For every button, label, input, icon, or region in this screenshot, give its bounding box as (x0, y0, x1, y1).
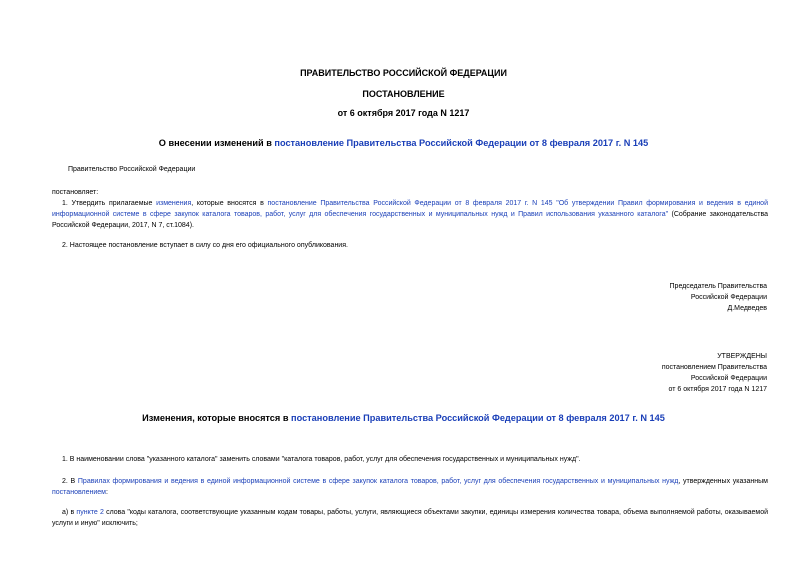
signature-line-1: Председатель Правительства (669, 283, 767, 290)
item1-text1: 1. Утвердить прилагаемые (62, 200, 157, 207)
title-link[interactable]: постановление Правительства Российской Федерации от 8 февраля 2017 г. N 145 (274, 138, 649, 148)
paragraph-item-1 (52, 198, 768, 231)
changes-title (0, 413, 807, 423)
changes-item2-text1: 2. В (62, 478, 78, 485)
changes-item2-text3: : (105, 489, 108, 496)
changes-item2a-text1: а) в (62, 509, 77, 516)
approved-block (467, 351, 767, 395)
changes-title-link[interactable]: постановление Правительства Российской Федерации от 8 февраля 2017 г. N 145 (291, 413, 665, 423)
approved-line-2: постановлением Правительства (661, 364, 767, 371)
changes-item2-link-decree[interactable]: постановлением (52, 489, 106, 496)
changes-item2-text2: , утвержденных указанным (678, 478, 768, 485)
changes-item-2a (52, 507, 768, 529)
signature-line-2: Российской Федерации (690, 294, 767, 301)
doc-type-heading: ПОСТАНОВЛЕНИЕ (362, 89, 445, 99)
org-heading: ПРАВИТЕЛЬСТВО РОССИЙСКОЙ ФЕДЕРАЦИИ (300, 68, 507, 78)
changes-title-prefix: Изменения, которые вносятся в (142, 413, 292, 423)
item1-text3: (Собрание законодательства Российской Федерации, 2017, N 7, ст.1084). (52, 211, 768, 229)
approved-line-4: от 6 октября 2017 года N 1217 (668, 386, 767, 393)
document-title (0, 138, 807, 148)
paragraph-item-2: 2. Настоящее постановление вступает в силу со дня его официального опубликования. (62, 242, 348, 249)
changes-item2a-text2: слова "коды каталога, соответствующие указанным кодам товары, работы, услуги, являющиеся объектами закупки, единицы измерения количества товара, объема выполняемой работы, оказываемой услуги и иную" исключить; (52, 509, 769, 527)
signature-line-3: Д.Медведев (727, 305, 767, 312)
item1-link-changes[interactable]: изменения (156, 200, 192, 207)
item1-link-decree[interactable]: постановление Правительства Российской Федерации от 8 февраля 2017 г. N 145 "Об утверждении Правил формирования и ведения в единой информационной системе в сфере закупок каталога товаров, работ, услуг для обеспечения государственных и муниципальных нужд и Правил использования указанного каталога" (52, 200, 768, 218)
changes-item-2 (52, 476, 768, 498)
title-prefix: О внесении изменений в (158, 138, 275, 148)
changes-item-1: 1. В наименовании слова "указанного каталога" заменить словами "каталога товаров, работ, услуг для обеспечения государственных и муниципальных нужд". (62, 456, 581, 463)
decrees-line: постановляет: (52, 189, 99, 196)
approved-line-1: УТВЕРЖДЕНЫ (717, 353, 767, 360)
government-line: Правительство Российской Федерации (68, 166, 196, 173)
date-number-heading: от 6 октября 2017 года N 1217 (337, 108, 470, 118)
changes-item2-link-rules[interactable]: Правилах формирования и ведения в единой информационной системе в сфере закупок каталога товаров, работ, услуг для обеспечения государственных и муниципальных нужд (77, 478, 679, 485)
changes-item2a-link-point2[interactable]: пункте 2 (76, 509, 104, 516)
signature-block (467, 281, 767, 314)
approved-line-3: Российской Федерации (690, 375, 767, 382)
item1-text2: , которые вносятся в (191, 200, 268, 207)
